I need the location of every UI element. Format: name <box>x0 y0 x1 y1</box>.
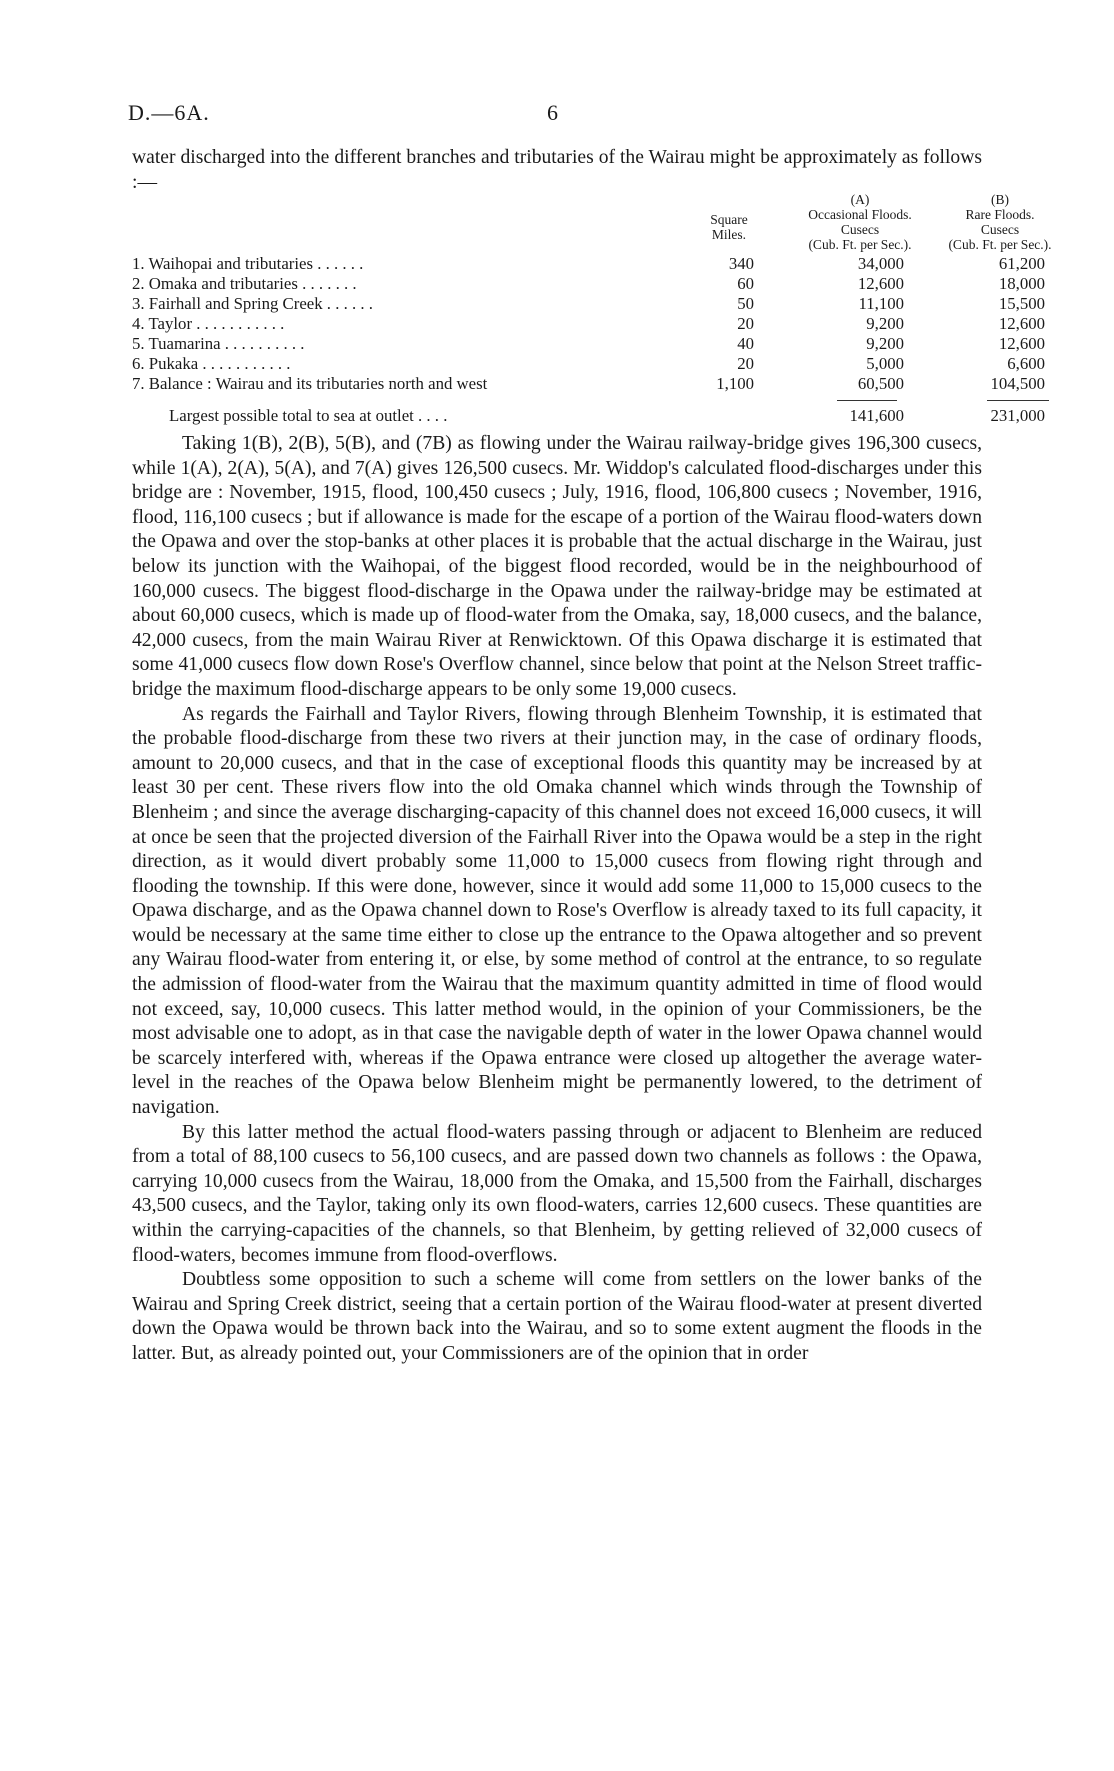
header-a-unit: Cusecs <box>840 222 880 237</box>
header-b-tag: (B) <box>991 192 1009 207</box>
sum-rule-b <box>987 400 1049 401</box>
header-occasional-floods <box>795 192 925 252</box>
table-row <box>132 334 1045 354</box>
table-total-row <box>132 406 1045 426</box>
header-rare-floods <box>938 192 1062 252</box>
row-square-miles: 1,100 <box>716 374 754 393</box>
row-rare: 6,600 <box>1007 354 1045 373</box>
row-rare: 104,500 <box>990 374 1045 393</box>
row-square-miles: 50 <box>737 294 754 313</box>
table-row <box>132 354 1045 374</box>
row-occasional: 60,500 <box>857 374 904 393</box>
page-number: 6 <box>547 100 558 125</box>
document-reference: D.—6A. <box>128 100 210 125</box>
header-a-unit2: (Cub. Ft. per Sec.). <box>808 237 912 252</box>
table-row <box>132 254 1045 274</box>
row-label: 6. Pukaka . . . . . . . . . . . <box>132 354 291 373</box>
row-label: 2. Omaka and tributaries . . . . . . . <box>132 274 357 293</box>
table-row <box>132 374 1045 394</box>
row-occasional: 9,200 <box>866 334 904 353</box>
paragraph: As regards the Fairhall and Taylor Rivers, flowing through Blenheim Township, it is estimated that the probable flood-discharge from these two rivers at their junction may, in the case of ordinary floods, amount to 20,000 cusecs, and that in the case of exceptional floods this quantity may be increased by at least 30 per cent. These rivers flow into the old Omaka channel which winds through the Township of Blenheim ; and since the average discharging-capacity of this channel does not exceed 16,000 cusecs, it will at once be seen that the projected diversion of the Fairhall River into the Opawa would be a step in the right direction, as it would divert probably some 11,000 to 15,000 cusecs from flowing right through and flooding the township. If this were done, however, since it would add some 11,000 to 15,000 cusecs to the Opawa discharge, and as the Opawa channel down to Rose's Overflow is already taxed to its full capacity, it would be necessary at the same time either to close up the entrance to the Opawa altogether and so prevent any Wairau flood-water from entering it, or else, by some method of control at the entrance, to so regulate the admission of flood-water from the Wairau that the maximum quantity admitted in time of flood would not exceed, say, 10,000 cusecs. This latter method would, in the opinion of your Commissioners, be the most advisable one to adopt, as in that case the navigable depth of water in the lower Opawa channel would be scarcely interfered with, whereas if the Opawa entrance were closed up altogether the average water-level in the reaches of the Opawa below Blenheim might be permanently lowered, to the detriment of navigation. <box>132 703 982 1119</box>
row-occasional: 34,000 <box>857 254 904 273</box>
row-square-miles: 20 <box>737 314 754 333</box>
row-label: 4. Taylor . . . . . . . . . . . <box>132 314 285 333</box>
table-row <box>132 314 1045 334</box>
paragraph: Taking 1(B), 2(B), 5(B), and (7B) as flowing under the Wairau railway-bridge gives 196,300 cusecs, while 1(A), 2(A), 5(A), and 7(A) gives 126,500 cusecs. Mr. Widdop's calculated flood-discharges under this bridge are : November, 1915, flood, 100,450 cusecs ; July, 1916, flood, 106,800 cusecs ; November, 1916, flood, 116,100 cusecs ; but if allowance is made for the escape of a portion of the Wairau flood-waters down the Opawa and over the stop-banks at other places it is probable that the actual discharge in the Wairau, just below its junction with the Waihopai, of the biggest flood recorded, would be in the neighbourhood of 160,000 cusecs. The biggest flood-discharge in the Opawa under the railway-bridge may be estimated at about 60,000 cusecs, which is made up of flood-water from the Omaka, say, 18,000 cusecs, and the balance, 42,000 cusecs, from the main Wairau River at Renwicktown. Of this Opawa discharge it is estimated that some 41,000 cusecs flow down Rose's Overflow channel, since below that point at the Nelson Street traffic-bridge the maximum flood-discharge appears to be only some 19,000 cusecs. <box>132 433 982 700</box>
row-rare: 15,500 <box>998 294 1045 313</box>
header-b-title: Rare Floods. <box>965 207 1035 222</box>
paragraph: Doubtless some opposition to such a scheme will come from settlers on the lower banks of the Wairau and Spring Creek district, seeing that a certain portion of the Wairau flood-water at present diverted down the Opawa would be thrown back into the Wairau, and so to some extent augment the floods in the latter. But, as already pointed out, your Commissioners are of the opinion that in order <box>132 1269 982 1364</box>
row-label: 7. Balance : Wairau and its tributaries north and west <box>132 374 488 393</box>
flood-discharge-table <box>132 192 1052 425</box>
row-square-miles: 340 <box>728 254 754 273</box>
row-occasional: 9,200 <box>866 314 904 333</box>
header-a-tag: (A) <box>850 192 870 207</box>
total-occasional: 141,600 <box>849 406 904 425</box>
row-label: 3. Fairhall and Spring Creek . . . . . . <box>132 294 373 313</box>
header-a-title: Occasional Floods. <box>808 207 912 222</box>
row-occasional: 5,000 <box>866 354 904 373</box>
total-label: Largest possible total to sea at outlet . . . . <box>169 406 448 425</box>
row-label: 5. Tuamarina . . . . . . . . . . <box>132 334 305 353</box>
intro-paragraph: water discharged into the different branches and tributaries of the Wairau might be approximately as follows :— <box>132 147 982 193</box>
row-occasional: 12,600 <box>857 274 904 293</box>
row-rare: 12,600 <box>998 334 1045 353</box>
header-square-miles: Square Miles. <box>710 212 748 242</box>
row-square-miles: 20 <box>737 354 754 373</box>
row-rare: 12,600 <box>998 314 1045 333</box>
header-b-unit: Cusecs <box>980 222 1020 237</box>
row-square-miles: 60 <box>737 274 754 293</box>
total-rare: 231,000 <box>990 406 1045 425</box>
paragraph: By this latter method the actual flood-waters passing through or adjacent to Blenheim are reduced from a total of 88,100 cusecs to 56,100 cusecs, and are passed down two channels as follows : the Opawa, carrying 10,000 cusecs from the Wairau, 18,000 from the Omaka, and 15,500 from the Fairhall, discharges 43,500 cusecs, and the Taylor, taking only its own flood-waters, carries 12,600 cusecs. These quantities are within the carrying-capacities of the channels, so that Blenheim, by getting relieved of 32,000 cusecs of flood-waters, becomes immune from flood-overflows. <box>132 1121 982 1266</box>
header-b-unit2: (Cub. Ft. per Sec.). <box>948 237 1052 252</box>
row-rare: 61,200 <box>998 254 1045 273</box>
body-text <box>132 432 982 1367</box>
sum-rule-a <box>837 400 897 401</box>
row-square-miles: 40 <box>737 334 754 353</box>
table-row <box>132 294 1045 314</box>
row-occasional: 11,100 <box>858 294 904 313</box>
table-row <box>132 274 1045 294</box>
row-rare: 18,000 <box>998 274 1045 293</box>
row-label: 1. Waihopai and tributaries . . . . . . <box>132 254 364 273</box>
